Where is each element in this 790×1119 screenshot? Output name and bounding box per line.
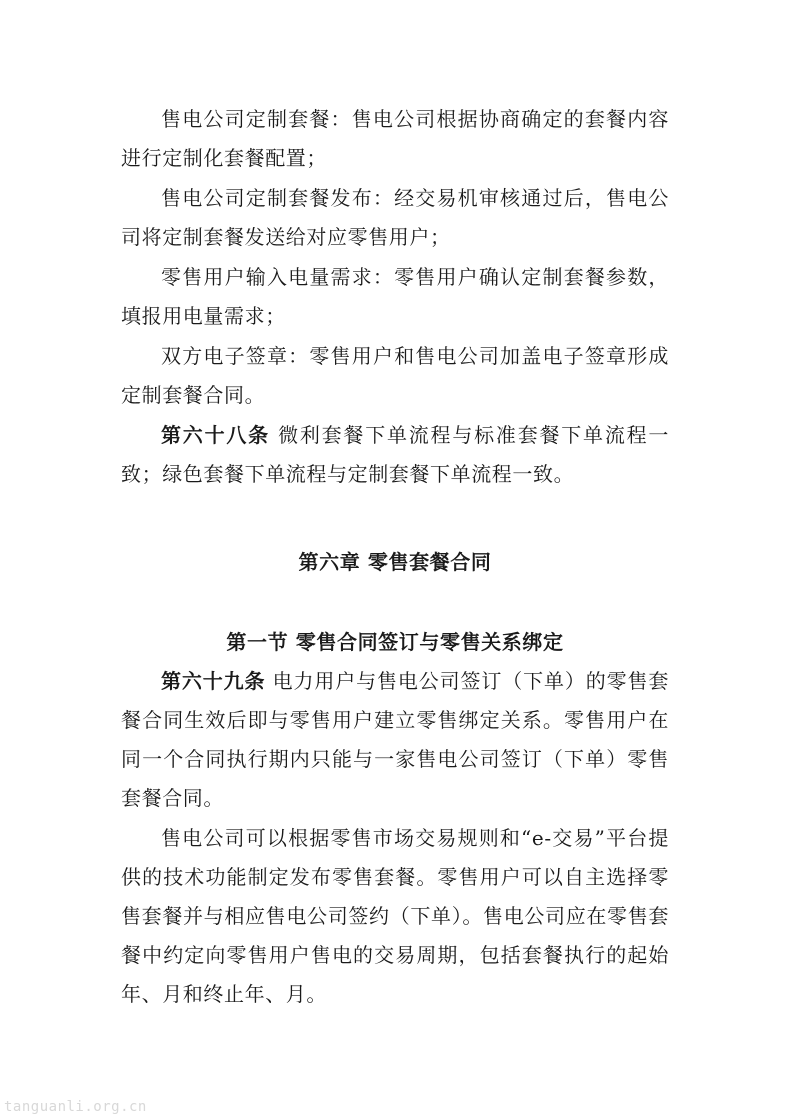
article-69-label: 第六十九条	[161, 669, 266, 693]
article-69	[121, 662, 669, 818]
paragraph: 售电公司定制套餐：售电公司根据协商确定的套餐内容进行定制化套餐配置；	[121, 107, 669, 170]
article-68-text: 微利套餐下单流程与标准套餐下单流程一致；绿色套餐下单流程与定制套餐下单流程一致。	[121, 423, 669, 486]
chapter-title: 第六章 零售套餐合同	[298, 550, 492, 574]
article-69-text: 电力用户与售电公司签订（下单）的零售套餐合同生效后即与零售用户建立零售绑定关系。零售用户在同一个合同执行期内只能与一家售电公司签订（下单）零售套餐合同。	[121, 669, 670, 810]
watermark: tanguanli.org.cn	[4, 1099, 147, 1115]
paragraph: 售电公司定制套餐发布：经交易机审核通过后，售电公司将定制套餐发送给对应零售用户；	[121, 186, 669, 249]
article-68	[121, 416, 669, 494]
paragraph: 双方电子签章：零售用户和售电公司加盖电子签章形成定制套餐合同。	[121, 344, 669, 407]
section-title: 第一节 零售合同签订与零售关系绑定	[226, 630, 564, 654]
article-68-label: 第六十八条	[161, 423, 270, 447]
paragraph: 售电公司可以根据零售市场交易规则和“e-交易”平台提供的技术功能制定发布零售套餐。零售用户可以自主选择零售套餐并与相应售电公司签约（下单）。售电公司应在零售套餐中约定向零售用户售电的交易周期，包括套餐执行的起始年、月和终止年、月。	[121, 826, 669, 1006]
document-body	[121, 100, 669, 1015]
paragraph: 零售用户输入电量需求：零售用户确认定制套餐参数，填报用电量需求；	[121, 265, 669, 328]
